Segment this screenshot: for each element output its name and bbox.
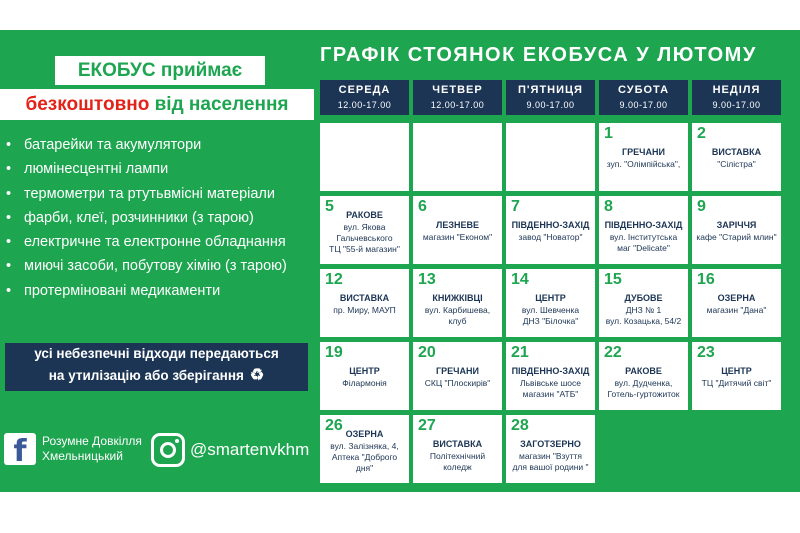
free-collection-banner [0,89,314,120]
district-name: ВИСТАВКА [711,147,762,157]
day-name: П'ЯТНИЦЯ [518,84,583,96]
day-name: СУБОТА [617,84,670,96]
location-line: для вашої родини " [512,462,589,472]
calendar-cell [599,342,688,410]
district-name: ВИСТАВКА [339,293,390,303]
day-name: СЕРЕДА [338,84,391,96]
date-number: 6 [418,198,427,215]
day-hours: 12.00-17.00 [430,100,485,110]
disposal-note [5,343,308,391]
calendar-cell [413,123,502,191]
location-line: ТЦ "Дитячий світ" [701,378,772,388]
calendar-cell [599,196,688,264]
day-header [506,80,595,115]
location-line: зуп. "Олімпійська", [606,159,681,169]
calendar-cell [320,415,409,483]
date-number: 19 [325,344,343,361]
calendar-cell [506,415,595,483]
list-item: • батарейки та акумулятори [6,137,202,153]
calendar-cell [692,269,781,337]
day-header [692,80,781,115]
location-line: вул. Якова [343,222,386,232]
location-line: Гальчевського [336,233,393,243]
location-line: Політехнічний [429,451,486,461]
calendar-cell [320,269,409,337]
calendar-cell [320,123,409,191]
location-line: вул. Карбишева, [424,305,491,315]
facebook-page-name[interactable]: Розумне Довкілля Хмельницький [42,434,142,463]
date-number: 9 [697,198,706,215]
list-item: • термометри та ртутьвмісні матеріали [6,185,275,202]
day-header [320,80,409,115]
date-number: 5 [325,198,334,215]
district-name: ПІВДЕННО-ЗАХІД [511,366,590,376]
instagram-handle[interactable]: @smartenvkhm [190,440,310,459]
day-name: НЕДІЛЯ [712,84,761,96]
date-number: 22 [604,344,622,361]
calendar-cell [692,342,781,410]
location-line: магазин "Взуття [519,451,582,461]
list-item: • миючі засоби, побутову хімію (з тарою) [6,258,287,275]
district-name: ЛЕЗНЕВЕ [436,220,479,230]
location-line: "Сілістра" [717,159,756,169]
location-line: Львівське шосе [520,378,581,388]
district-name: ОЗЕРНА [345,429,384,439]
date-number: 8 [604,198,613,215]
location-line: СКЦ "Плоскирів" [424,378,491,388]
location-line: дня" [355,463,374,473]
location-line: ДНЗ "Білочка" [522,316,579,326]
location-line: вул. Залізняка, 4, [330,441,399,451]
from-population-text: від населення [149,94,289,115]
calendar-cell [692,196,781,264]
calendar-cell [413,196,502,264]
district-name: ВИСТАВКА [432,439,483,449]
date-number: 1 [604,125,613,142]
location-line: Готель-гуртожиток [607,389,680,399]
district-name: ПІВДЕННО-ЗАХІД [604,220,683,230]
day-header [413,80,502,115]
location-line: вул. Дудченка, [614,378,673,388]
list-item: • фарби, клеї, розчинники (з тарою) [6,209,254,226]
calendar-cell [320,196,409,264]
date-number: 16 [697,271,715,288]
location-line: завод "Новатор" [518,232,583,242]
note-line-1: усі небезпечні відходи передаються [34,346,279,361]
location-line: Філармонія [342,378,387,388]
district-name: ОЗЕРНА [717,293,756,303]
recycle-icon: ♻ [249,367,265,384]
calendar-cell [506,123,595,191]
list-item: • електричне та електронне обладнання [6,234,286,251]
district-name: ПІВДЕННО-ЗАХІД [511,220,590,230]
date-number: 27 [418,417,436,434]
schedule-title: ГРАФІК СТОЯНОК ЕКОБУСА У ЛЮТОМУ [320,44,757,66]
location-line: Аптека "Доброго [331,452,398,462]
location-line: вул. Інститутська [609,232,678,242]
district-name: КНИЖКІВЦІ [432,293,483,303]
note-line-2: на утилізацію або зберігання [48,368,244,383]
date-number: 14 [511,271,529,288]
location-line: магазин "Економ" [422,232,493,242]
date-number: 12 [325,271,343,288]
location-line: коледж [443,462,472,472]
date-number: 7 [511,198,520,215]
calendar-cell [413,342,502,410]
district-name: РАКОВЕ [625,366,662,376]
facebook-icon[interactable]: f [4,433,36,465]
day-hours: 9.00-17.00 [526,100,575,110]
calendar-cell [599,269,688,337]
calendar-cell [413,269,502,337]
location-line: вул. Шевченка [521,305,580,315]
date-number: 13 [418,271,436,288]
calendar-cell [692,123,781,191]
date-number: 28 [511,417,529,434]
location-line: маг "Delicate" [617,243,670,253]
day-name: ЧЕТВЕР [432,84,483,96]
list-item: • протерміновані медикаменти [6,282,221,299]
calendar-cell [506,269,595,337]
location-line: магазин "АТБ" [522,389,579,399]
location-line: магазин "Дана" [706,305,767,315]
ecobus-heading: ЕКОБУС приймає [55,56,265,85]
location-line: кафе "Старий млин" [696,232,777,242]
day-hours: 9.00-17.00 [619,100,668,110]
calendar-cell [599,123,688,191]
district-name: ЦЕНТР [535,293,566,303]
day-hours: 12.00-17.00 [337,100,392,110]
district-name: ГРЕЧАНИ [436,366,479,376]
calendar-cell [506,196,595,264]
location-line: ДНЗ № 1 [625,305,662,315]
date-number: 2 [697,125,706,142]
district-name: ЦЕНТР [721,366,752,376]
calendar-cell [320,342,409,410]
list-item: • люмінесцентні лампи [6,161,169,178]
date-number: 26 [325,417,343,434]
calendar-cell [506,342,595,410]
day-hours: 9.00-17.00 [712,100,761,110]
district-name: ЦЕНТР [349,366,380,376]
district-name: ДУБОВЕ [624,293,663,303]
date-number: 21 [511,344,529,361]
district-name: ГРЕЧАНИ [622,147,665,157]
location-line: ТЦ "55-й магазин" [329,244,400,254]
instagram-icon[interactable] [151,433,185,467]
location-line: пр. Миру, МАУП [333,305,396,315]
location-line: клуб [448,316,467,326]
district-name: РАКОВЕ [346,210,383,220]
calendar-cell [413,415,502,483]
date-number: 23 [697,344,715,361]
date-number: 20 [418,344,436,361]
accepted-items-list [6,133,287,303]
district-name: ЗАГОТЗЕРНО [520,439,581,449]
day-header [599,80,688,115]
district-name: ЗАРІЧЧЯ [716,220,757,230]
date-number: 15 [604,271,622,288]
free-word: безкоштовно [25,94,150,115]
location-line: вул. Козацька, 54/2 [605,316,682,326]
